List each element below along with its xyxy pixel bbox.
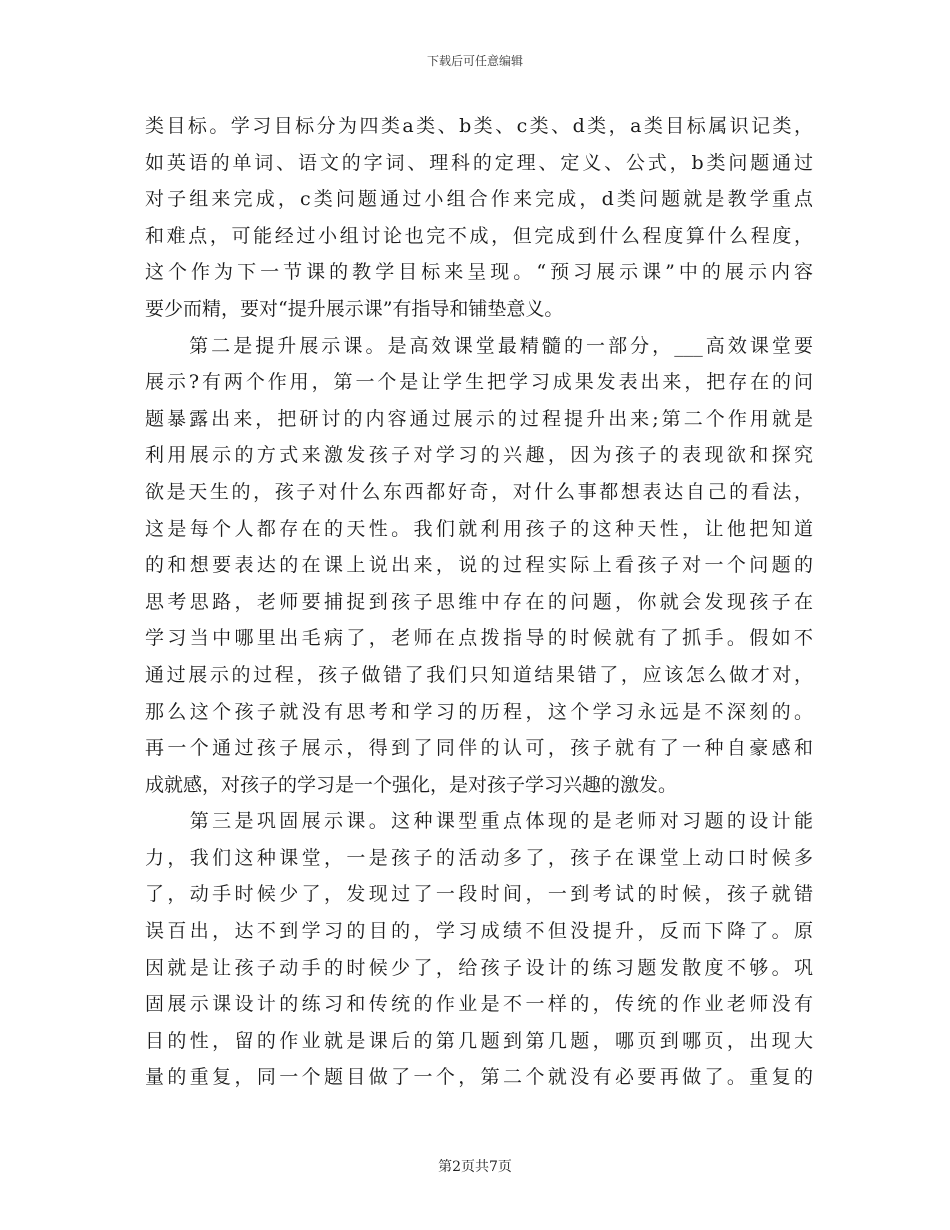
text-line: 如英语的单词、语文的字词、理科的定理、定义、公式，b类问题通过 <box>145 151 813 174</box>
text-line: 这是每个人都存在的天性。我们就利用孩子的这种天性，让他把知道 <box>145 517 813 540</box>
text-line: 误百出，达不到学习的目的，学习成绩不但没提升，反而下降了。原 <box>145 920 813 943</box>
text-line: 要少而精，要对“提升展示课”有指导和铺垫意义。 <box>145 297 564 320</box>
text-line: 这个作为下一节课的教学目标来呈现。“预习展示课”中的展示内容 <box>145 261 813 284</box>
text-line: 利用展示的方式来激发孩子对学习的兴趣，因为孩子的表现欲和探究 <box>145 444 813 467</box>
text-line: 和难点，可能经过小组讨论也完不成，但完成到什么程度算什么程度， <box>145 224 813 247</box>
text-line: 再一个通过孩子展示，得到了同伴的认可，孩子就有了一种自豪感和 <box>145 737 813 760</box>
text-line: 思考思路，老师要捕捉到孩子思维中存在的问题，你就会发现孩子在 <box>145 590 813 613</box>
text-line: 第二是提升展示课。是高效课堂最精髓的一部分，___高效课堂要 <box>145 334 813 357</box>
text-line: 第三是巩固展示课。这种课型重点体现的是老师对习题的设计能 <box>145 810 813 833</box>
text-line: 对子组来完成，c类问题通过小组合作来完成，d类问题就是教学重点 <box>145 188 813 211</box>
text-line: 力，我们这种课堂，一是孩子的活动多了，孩子在课堂上动口时候多 <box>145 846 813 869</box>
text-line: 展示?有两个作用，第一个是让学生把学习成果发表出来，把存在的问 <box>145 371 813 394</box>
text-line: 目的性，留的作业就是课后的第几题到第几题，哪页到哪页，出现大 <box>145 1029 813 1052</box>
text-line: 欲是天生的，孩子对什么东西都好奇，对什么事都想表达自己的看法， <box>145 480 813 503</box>
text-line: 那么这个孩子就没有思考和学习的历程，这个学习永远是不深刻的。 <box>145 700 813 723</box>
text-line: 类目标。学习目标分为四类a类、b类、c类、d类，a类目标属识记类， <box>145 115 813 137</box>
page-header: 下载后可任意编辑 <box>426 54 523 68</box>
text-line: 因就是让孩子动手的时候少了，给孩子设计的练习题发散度不够。巩 <box>145 956 813 979</box>
text-line: 通过展示的过程，孩子做错了我们只知道结果错了，应该怎么做才对， <box>145 663 813 686</box>
text-line: 题暴露出来，把研讨的内容通过展示的过程提升出来;第二个作用就是 <box>145 407 813 430</box>
text-line: 固展示课设计的练习和传统的作业是不一样的，传统的作业老师没有 <box>145 993 813 1016</box>
page-footer: 第2页共7页 <box>438 1159 512 1175</box>
body-text <box>145 108 813 1096</box>
text-line: 的和想要表达的在课上说出来，说的过程实际上看孩子对一个问题的 <box>145 554 813 577</box>
text-line: 成就感，对孩子的学习是一个强化，是对孩子学习兴趣的激发。 <box>145 773 678 796</box>
text-line: 量的重复，同一个题目做了一个，第二个就没有必要再做了。重复的 <box>145 1066 813 1089</box>
text-line: 学习当中哪里出毛病了，老师在点拨指导的时候就有了抓手。假如不 <box>145 627 813 650</box>
text-line: 了，动手时候少了，发现过了一段时间，一到考试的时候，孩子就错 <box>145 883 813 906</box>
